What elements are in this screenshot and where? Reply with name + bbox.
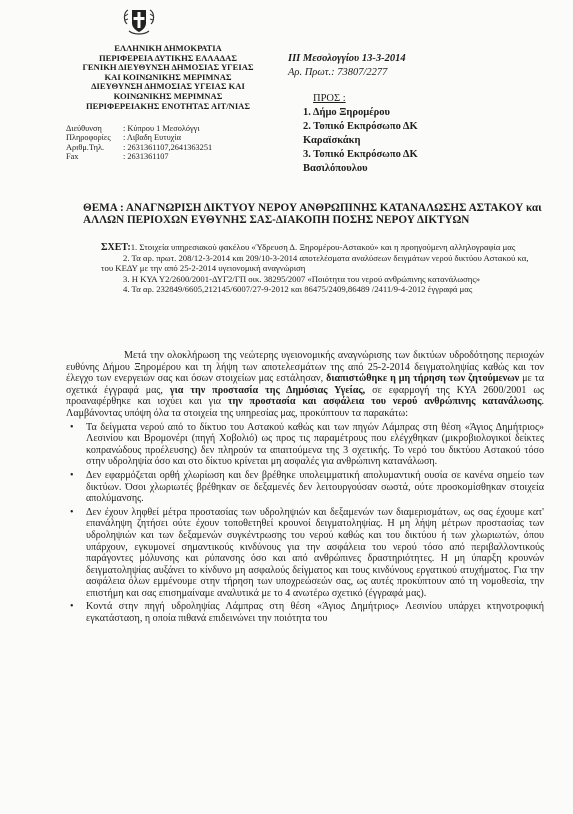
finding-text: Δεν εφαρμόζεται ορθή χλωρίωση και δεν βρέθηκε υπολειμματική απολυμαντική ουσία σε κανένα σημείο των δικτύων. Όσοι χλωριωτές βρέθηκαν σε δεξαμενές δεν λειτουργούσαν σωστά, ούτε προσκομίσθηκαν στοιχεία απολύμανσης. [86,469,544,505]
recipients [303,92,473,176]
header-line: ΚΑΙ ΚΟΙΝΩΝΙΚΗΣ ΜΕΡΙΜΝΑΣ [104,71,232,82]
header-line: ΓΕΝΙΚΗ ΔΙΕΥΘΥΝΣΗ ΔΗΜΟΣΙΑΣ ΥΓΕΙΑΣ [82,62,254,73]
bullet-icon: • [70,421,74,433]
header-line: ΠΕΡΙΦΕΡΕΙΑ ΔΥΤΙΚΗΣ ΕΛΛΑΔΑΣ [98,52,238,63]
finding-text: Κοντά στην πηγή υδροληψίας Λάμπρας στη θέση «Άγιος Δημήτριος» Λεσινίου υπάρχει κτηνοτροφική εγκατάσταση, η οποία πιθανά επιδεινώνει την ποιότητα του [86,601,544,625]
info-value: : 2631361107 [123,152,169,162]
recipients-title: ΠΡΟΣ : [313,93,346,104]
bullet-icon: • [70,469,74,481]
finding-item [66,470,544,505]
reference-item: 3. Η ΚΥΑ Υ2/2600/2001-ΔΥΓ2/ΓΠ οικ. 38295/2007 «Ποιότητα του νερού ανθρώπινης κατανάλωσης» [123,273,481,284]
bullet-icon: • [70,601,74,613]
info-value: : Λιβαδη Ευτυχία [123,133,181,143]
body-bold-text: διαπιστώθηκε η μη τήρηση των ζητούμενων [326,373,520,385]
body-bold-text: την προστασία και ασφάλεια του νερού ανθρώπινης κατανάλωσης [227,396,542,408]
reference-item: 4. Τα αρ. 232849/6605,212145/6007/27-9-2012 και 86475/2409,86489 /2411/9-4-2012 έγγραφά μας [123,283,473,294]
reference-item: 2. Τα αρ. πρωτ. 208/12-3-2014 και 209/10-3-2014 αποτελέσματα αναλύσεων δειγμάτων νερού δικτύου Αστακού κα, του ΚΕΔΥ με την από 25-2-2014 υγειονομική αναγνώριση [101,253,529,274]
reference-item: 1. Στοιχεία υπηρεσιακού φακέλου «Ύδρευση Δ. Ξηρομέρου-Αστακού» και η προηγούμενη αλληλογραφία μας [130,242,516,252]
header-line: ΚΟΙΝΩΝΙΚΗΣ ΜΕΡΙΜΝΑΣ [113,90,223,101]
authority-header [58,44,278,111]
body-text: . Λαμβάνοντας υπόψη όλα τα στοιχεία της υπηρεσίας μας, προκύπτουν τα παρακάτω: [66,396,544,419]
intro-paragraph [66,350,544,420]
references [101,242,541,294]
recipient: 3. Τοπικό Εκπρόσωπο ΔΚ Βασιλόπουλου [303,149,418,174]
subject: ΘΕΜΑ : ΑΝΑΓΝΩΡΙΣΗ ΔΙΚΤΥΟΥ ΝΕΡΟΥ ΑΝΘΡΩΠΙΝΗΣ ΚΑΤΑΝΑΛΩΣΗΣ ΑΣΤΑΚΟΥ και ΑΛΛΩΝ ΠΕΡΙΟΧΩΝ ΕΥΘΥΝΗΣ ΣΑΣ-ΔΙΑΚΟΠΗ ΠΟΣΗΣ ΝΕΡΟΥ ΔΙΚΤΥΩΝ [83,202,542,226]
contact-info [66,124,212,162]
finding-text: Τα δείγματα νερού από το δίκτυο του Αστακού καθώς και των πηγών Λάμπρας στη θέση «Άγιος Δημήτριος» Λεσινίου και Βρομονέρι (πηγή Χοβολιό) ως προς τις παραμέτρους που ελέγχθηκαν (μικροβιολογικοί δείκτες κοπρανώδους προέλευσης) δεν πληρούν τα απαιτούμενα της 3 σχετικής. Το νερό του δικτύου Αστακού τόσο στην υδροληψία όσο και στο δίκτυο κρίνεται μη ασφαλές για ανθρώπινη κατανάλωση. [86,421,544,468]
info-key: Πληροφορίες [66,133,111,143]
references-label: ΣΧΕΤ: [101,242,131,253]
header-line: ΠΕΡΙΦΕΡΕΙΑΚΗΣ ΕΝΟΤΗΤΑΣ ΑΙΤ/ΝΙΑΣ [85,100,250,111]
body-bold-text: για την προστασία της Δημόσιας Υγείας, [169,384,366,396]
date-block [288,52,406,80]
letter-body [66,350,544,625]
finding-item [66,422,544,468]
info-key: Fax [66,152,79,162]
info-value: : 2631361107,2641363251 [123,142,213,152]
finding-text: Δεν έχουν ληφθεί μέτρα προστασίας των υδροληψιών και δεξαμενών των διαμερισμάτων, ως σας έχουμε κατ' επανάληψη ζητήσει ούτε έχουν τοποθετηθεί κρουνοί δειγματοληψίας. Η μη λήψη μέτρων προστασίας των υδροληψιών και των δεξαμενών συγκέντρωσης του νερού καθώς και του δικτύου ή των χλωριωτών, όπου υπάρχουν, εγκυμονεί σημαντικούς κινδύνους για την ασφάλεια του νερού τόσο από περιβαλλοντικούς παράγοντες μόλυνσης και ρύπανσης όσο και από ανθρώπινες δραστηριότητες. Η μη ύπαρξη κρουνών δειγματοληψίας αυξάνει το κίνδυνο μη ασφαλούς δείγματος και τους κινδύνους εργατικού ατυχήματος. Για την ασφάλεια όλων εμμένουμε στην τήρηση των υποχρεώσεών σας, ως αυτές προκύπτουν από τη νομοθεσία, την επιστήμη και σας επισημαίναμε αναλυτικά με το 4 ανωτέρω σχετικό (έγγραφά μας). [86,506,544,599]
recipient: 1. Δήμο Ξηρομέρου [303,107,390,118]
recipient: 2. Τοπικό Εκπρόσωπο ΔΚ Καραϊσκάκη [303,121,418,146]
body-text: με τα σχετικά έγγραφά μας, [66,373,544,396]
bullet-icon: • [70,506,74,518]
info-key: Αριθμ.Τηλ. [66,142,105,152]
body-text: Μετά την ολοκλήρωση της νεώτερης υγειονομικής αναγνώρισης των δικτύων υδροδότησης περιοχών ευθύνης Δήμου Ξηρομέρου και τη λήψη των αποτελεσμάτων της από 25-2-2014 δειγματοληψίας καθώς και τον έλεγχο των ενεργειών σας και όσων στοιχείων μας εστάλησαν, [66,350,544,385]
header-line: ΔΙΕΥΘΥΝΣΗ ΔΗΜΟΣΙΑΣ ΥΓΕΙΑΣ ΚΑΙ [91,81,245,92]
date-line: ΙΙΙ Μεσολογγίου 13-3-2014 [288,53,406,64]
info-value: : Κύπρου 1 Μεσολόγγι [123,124,200,133]
header-line: ΕΛΛΗΝΙΚΗ ΔΗΜΟΚΡΑΤΙΑ [114,43,222,53]
finding-item [66,507,544,600]
greek-coat-of-arms-icon [121,4,157,38]
body-text: σε εφαρμογή της ΚΥΑ 2600/2001 ως προαναφέρθηκε και ισχύει και για [66,384,544,408]
protocol-number: Αρ. Πρωτ.: 73807/2277 [288,67,388,78]
finding-item [66,601,544,624]
info-key: Διεύθυνση [66,124,102,133]
